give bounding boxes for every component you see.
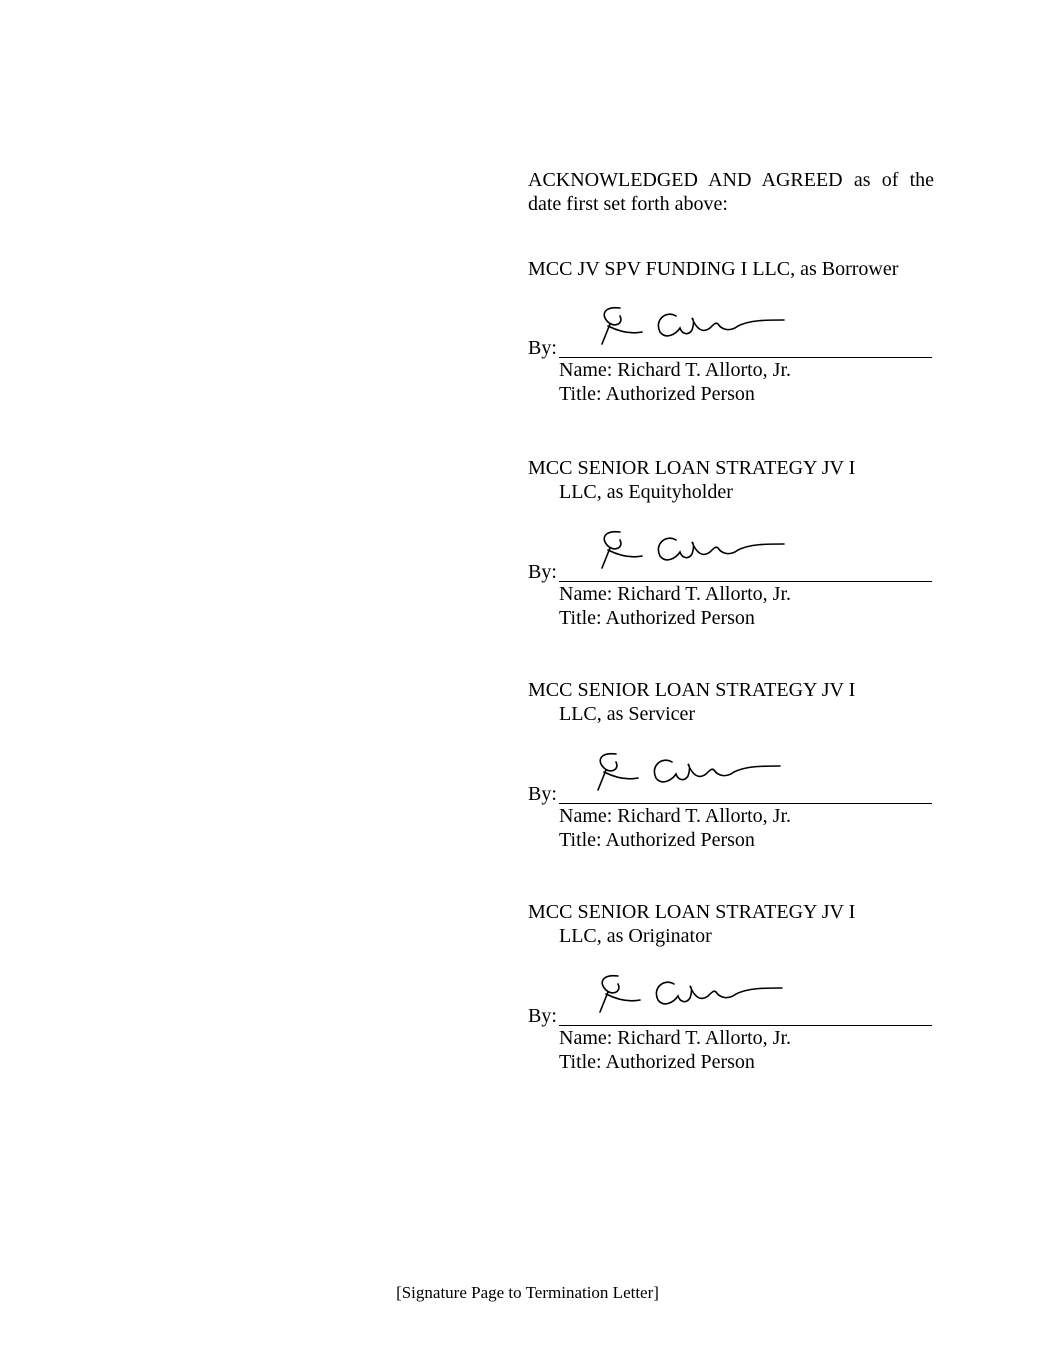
by-label: By: [528,561,557,583]
signatory-details [528,804,938,852]
signatory-title: Title: Authorized Person [559,383,755,405]
signature-line [559,357,932,358]
entity-name-line1: MCC JV SPV FUNDING I LLC, as Borrower [528,258,899,280]
handwritten-signature [578,972,784,1022]
signatory-name: Name: Richard T. Allorto, Jr. [559,583,792,605]
entity-name-line2: LLC, as Equityholder [559,481,733,503]
entity-name [528,257,938,281]
entity-name [528,678,938,726]
signature-row [528,760,938,804]
entity-name [528,456,938,504]
signature-row [528,982,938,1026]
entity-name-line2: LLC, as Servicer [559,703,696,725]
by-label: By: [528,1005,557,1027]
entity-name-line1: MCC SENIOR LOAN STRATEGY JV I [528,679,856,701]
signature-block-borrower [528,257,938,406]
signatory-name: Name: Richard T. Allorto, Jr. [559,1027,792,1049]
signatory-details [528,582,938,630]
signatory-title: Title: Authorized Person [559,829,755,851]
signatory-title: Title: Authorized Person [559,607,755,629]
signature-line [559,803,932,804]
signature-line [559,1025,932,1026]
signatory-details [528,358,938,406]
signatory-name: Name: Richard T. Allorto, Jr. [559,805,792,827]
by-label: By: [528,783,557,805]
by-label: By: [528,337,557,359]
signatory-title: Title: Authorized Person [559,1051,755,1073]
signature-block-equityholder [528,456,938,630]
entity-name [528,900,938,948]
entity-name-line2: LLC, as Originator [559,925,712,947]
signatory-details [528,1026,938,1074]
acknowledgment-text: ACKNOWLEDGED AND AGREED as of the date first set forth above: [528,169,934,215]
entity-name-line1: MCC SENIOR LOAN STRATEGY JV I [528,457,856,479]
signature-row [528,538,938,582]
entity-name-line1: MCC SENIOR LOAN STRATEGY JV I [528,901,856,923]
signature-block-originator [528,900,938,1074]
signature-row [528,314,938,358]
handwritten-signature [580,304,786,354]
handwritten-signature [576,750,782,800]
handwritten-signature [580,528,786,578]
signature-block-servicer [528,678,938,852]
page-footer: [Signature Page to Termination Letter] [396,1283,659,1302]
signatory-name: Name: Richard T. Allorto, Jr. [559,359,792,381]
signature-line [559,581,932,582]
